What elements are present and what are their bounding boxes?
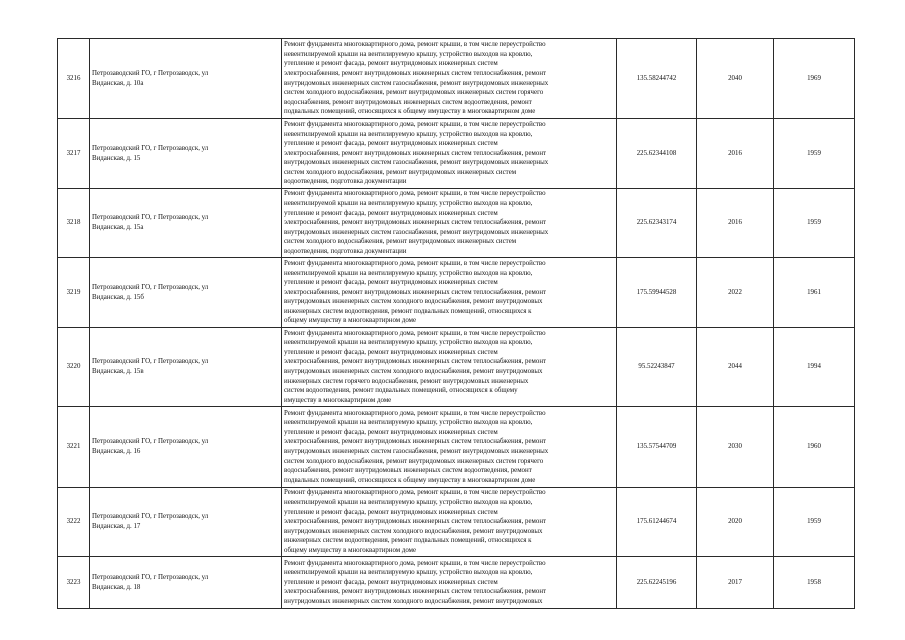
works-line: электроснабжения, ремонт внутридомовых инженерных систем теплоснабжения, ремонт bbox=[284, 588, 547, 596]
works-line: инженерных систем водоотведения, ремонт подвальных помещений, относящихся к bbox=[284, 307, 532, 315]
works-line: водоснабжения, ремонт внутридомовых инженерных систем водоотведения, ремонт bbox=[284, 98, 532, 106]
built-year-cell: 1959 bbox=[774, 488, 855, 557]
works-line: подвальных помещений, относящихся к общему имуществу в многоквартирном доме bbox=[284, 476, 536, 484]
works-line: утепление и ремонт фасада, ремонт внутридомовых инженерных систем bbox=[284, 140, 498, 148]
planned-year-cell: 2030 bbox=[697, 407, 774, 488]
cost-cell: 225.62343174 bbox=[617, 189, 697, 258]
works-cell bbox=[282, 39, 617, 119]
address-line: Петрозаводский ГО, г Петрозаводск, ул bbox=[92, 438, 209, 446]
table-row bbox=[58, 258, 855, 328]
works-line: электроснабжения, ремонт внутридомовых инженерных систем теплоснабжения, ремонт bbox=[284, 69, 547, 77]
works-line: Ремонт фундамента многоквартирного дома, ремонт крыши, в том числе переустройство bbox=[284, 559, 546, 567]
address-line: Виданская, д. 15б bbox=[92, 293, 144, 301]
cost-cell: 135.57544709 bbox=[617, 407, 697, 488]
works-cell bbox=[282, 189, 617, 258]
works-line: водоотведения, подготовка документации bbox=[284, 247, 407, 255]
works-cell bbox=[282, 407, 617, 488]
address-cell bbox=[90, 328, 282, 407]
cost-cell: 175.59944528 bbox=[617, 258, 697, 328]
address-cell bbox=[90, 119, 282, 189]
built-year-cell: 1959 bbox=[774, 119, 855, 189]
works-cell bbox=[282, 119, 617, 189]
works-line: водоотведения, подготовка документации bbox=[284, 178, 407, 186]
works-cell bbox=[282, 258, 617, 328]
works-line: утепление и ремонт фасада, ремонт внутридомовых инженерных систем bbox=[284, 60, 498, 68]
table-row bbox=[58, 557, 855, 609]
address-line: Петрозаводский ГО, г Петрозаводск, ул bbox=[92, 69, 209, 77]
works-line: инженерных систем водоотведения, ремонт подвальных помещений, относящихся к bbox=[284, 537, 532, 545]
address-cell bbox=[90, 488, 282, 557]
works-cell bbox=[282, 557, 617, 609]
works-line: внутридомовых инженерных систем газоснабжения, ремонт внутридомовых инженерных bbox=[284, 448, 549, 455]
address-line: Петрозаводский ГО, г Петрозаводск, ул bbox=[92, 513, 209, 521]
cost-cell: 135.58244742 bbox=[617, 39, 697, 119]
works-line: невентилируемой крыши на вентилируемую крышу, устройство выходов на кровлю, bbox=[284, 419, 533, 427]
works-line: утепление и ремонт фасада, ремонт внутридомовых инженерных систем bbox=[284, 508, 498, 516]
works-line: систем холодного водоснабжения, ремонт внутридомовых инженерных систем bbox=[284, 238, 517, 246]
built-year-cell: 1958 bbox=[774, 557, 855, 609]
works-line: инженерных систем горячего водоснабжения, ремонт внутридомовых инженерных bbox=[284, 377, 529, 385]
built-year-cell: 1969 bbox=[774, 39, 855, 119]
address-line: Виданская, д. 17 bbox=[92, 523, 141, 530]
works-line: подвальных помещений, относящихся к общему имуществу в многоквартирном доме bbox=[284, 108, 536, 116]
works-line: Ремонт фундамента многоквартирного дома, ремонт крыши, в том числе переустройство bbox=[284, 409, 546, 417]
works-line: Ремонт фундамента многоквартирного дома, ремонт крыши, в том числе переустройство bbox=[284, 41, 546, 49]
table-row bbox=[58, 488, 855, 557]
works-line: электроснабжения, ремонт внутридомовых инженерных систем теплоснабжения, ремонт bbox=[284, 149, 547, 157]
table-row bbox=[58, 407, 855, 488]
works-line: систем холодного водоснабжения, ремонт внутридомовых инженерных систем bbox=[284, 168, 517, 176]
address-cell bbox=[90, 189, 282, 258]
address-cell bbox=[90, 258, 282, 328]
row-number: 3221 bbox=[58, 407, 90, 488]
works-line: водоснабжения, ремонт внутридомовых инженерных систем водоотведения, ремонт bbox=[284, 467, 532, 475]
address-line: Виданская, д. 16 bbox=[92, 448, 141, 455]
works-line: электроснабжения, ремонт внутридомовых инженерных систем теплоснабжения, ремонт bbox=[284, 438, 547, 446]
works-line: внутридомовых инженерных систем холодного водоснабжения, ремонт внутридомовых bbox=[284, 298, 543, 306]
register-table bbox=[57, 38, 855, 609]
address-line: Виданская, д. 10а bbox=[92, 79, 144, 87]
works-line: внутридомовых инженерных систем холодного водоснабжения, ремонт внутридомовых bbox=[284, 597, 543, 605]
works-line: систем водоотведения, ремонт подвальных помещений, относящихся к общему bbox=[284, 387, 518, 395]
works-line: Ремонт фундамента многоквартирного дома, ремонт крыши, в том числе переустройство bbox=[284, 259, 546, 267]
works-line: Ремонт фундамента многоквартирного дома, ремонт крыши, в том числе переустройство bbox=[284, 329, 546, 337]
works-line: общему имуществу в многоквартирном доме bbox=[284, 546, 417, 554]
planned-year-cell: 2040 bbox=[697, 39, 774, 119]
works-line: электроснабжения, ремонт внутридомовых инженерных систем теплоснабжения, ремонт bbox=[284, 288, 547, 296]
works-line: утепление и ремонт фасада, ремонт внутридомовых инженерных систем bbox=[284, 348, 498, 356]
table-row bbox=[58, 39, 855, 119]
works-line: утепление и ремонт фасада, ремонт внутридомовых инженерных систем bbox=[284, 428, 498, 436]
planned-year-cell: 2022 bbox=[697, 258, 774, 328]
works-cell bbox=[282, 488, 617, 557]
table-row bbox=[58, 189, 855, 258]
works-line: невентилируемой крыши на вентилируемую крышу, устройство выходов на кровлю, bbox=[284, 339, 533, 347]
works-line: невентилируемой крыши на вентилируемую крышу, устройство выходов на кровлю, bbox=[284, 269, 533, 277]
built-year-cell: 1959 bbox=[774, 189, 855, 258]
works-line: невентилируемой крыши на вентилируемую крышу, устройство выходов на кровлю, bbox=[284, 200, 533, 208]
works-line: Ремонт фундамента многоквартирного дома, ремонт крыши, в том числе переустройство bbox=[284, 190, 546, 198]
planned-year-cell: 2017 bbox=[697, 557, 774, 609]
built-year-cell: 1960 bbox=[774, 407, 855, 488]
works-line: электроснабжения, ремонт внутридомовых инженерных систем теплоснабжения, ремонт bbox=[284, 219, 547, 227]
works-line: систем холодного водоснабжения, ремонт внутридомовых инженерных систем горячего bbox=[284, 457, 544, 465]
works-line: имуществу в многоквартирном доме bbox=[284, 396, 392, 404]
built-year-cell: 1994 bbox=[774, 328, 855, 407]
row-number: 3217 bbox=[58, 119, 90, 189]
address-line: Петрозаводский ГО, г Петрозаводск, ул bbox=[92, 358, 209, 366]
works-line: невентилируемой крыши на вентилируемую крышу, устройство выходов на кровлю, bbox=[284, 130, 533, 138]
planned-year-cell: 2020 bbox=[697, 488, 774, 557]
address-line: Петрозаводский ГО, г Петрозаводск, ул bbox=[92, 144, 209, 152]
address-line: Петрозаводский ГО, г Петрозаводск, ул bbox=[92, 573, 209, 581]
built-year-cell: 1961 bbox=[774, 258, 855, 328]
works-line: невентилируемой крыши на вентилируемую крышу, устройство выходов на кровлю, bbox=[284, 50, 533, 58]
cost-cell: 225.62245196 bbox=[617, 557, 697, 609]
works-line: Ремонт фундамента многоквартирного дома, ремонт крыши, в том числе переустройство bbox=[284, 489, 546, 497]
works-line: внутридомовых инженерных систем газоснабжения, ремонт внутридомовых инженерных bbox=[284, 159, 549, 167]
address-line: Виданская, д. 15 bbox=[92, 154, 141, 162]
cost-cell: 95.52243847 bbox=[617, 328, 697, 407]
address-cell bbox=[90, 557, 282, 609]
works-line: Ремонт фундамента многоквартирного дома, ремонт крыши, в том числе переустройство bbox=[284, 120, 546, 128]
works-line: утепление и ремонт фасада, ремонт внутридомовых инженерных систем bbox=[284, 578, 498, 586]
table-row bbox=[58, 328, 855, 407]
address-cell bbox=[90, 39, 282, 119]
address-line: Виданская, д. 15а bbox=[92, 224, 144, 231]
address-line: Петрозаводский ГО, г Петрозаводск, ул bbox=[92, 214, 209, 222]
works-line: систем холодного водоснабжения, ремонт внутридомовых инженерных систем горячего bbox=[284, 89, 544, 97]
planned-year-cell: 2044 bbox=[697, 328, 774, 407]
row-number: 3216 bbox=[58, 39, 90, 119]
address-line: Виданская, д. 15в bbox=[92, 368, 144, 375]
works-line: внутридомовых инженерных систем газоснабжения, ремонт внутридомовых инженерных bbox=[284, 79, 549, 87]
table-row bbox=[58, 119, 855, 189]
works-line: внутридомовых инженерных систем газоснабжения, ремонт внутридомовых инженерных bbox=[284, 228, 549, 236]
row-number: 3222 bbox=[58, 488, 90, 557]
cost-cell: 175.61244674 bbox=[617, 488, 697, 557]
works-line: утепление и ремонт фасада, ремонт внутридомовых инженерных систем bbox=[284, 209, 498, 217]
works-line: невентилируемой крыши на вентилируемую крышу, устройство выходов на кровлю, bbox=[284, 569, 533, 577]
address-cell bbox=[90, 407, 282, 488]
works-line: внутридомовых инженерных систем холодного водоснабжения, ремонт внутридомовых bbox=[284, 368, 543, 375]
row-number: 3220 bbox=[58, 328, 90, 407]
address-line: Петрозаводский ГО, г Петрозаводск, ул bbox=[92, 283, 209, 291]
planned-year-cell: 2016 bbox=[697, 189, 774, 258]
works-line: электроснабжения, ремонт внутридомовых инженерных систем теплоснабжения, ремонт bbox=[284, 358, 547, 366]
works-line: утепление и ремонт фасада, ремонт внутридомовых инженерных систем bbox=[284, 279, 498, 287]
works-line: невентилируемой крыши на вентилируемую крышу, устройство выходов на кровлю, bbox=[284, 499, 533, 507]
works-cell bbox=[282, 328, 617, 407]
register-table-body bbox=[58, 39, 855, 609]
address-line: Виданская, д. 18 bbox=[92, 583, 141, 591]
row-number: 3223 bbox=[58, 557, 90, 609]
row-number: 3219 bbox=[58, 258, 90, 328]
planned-year-cell: 2016 bbox=[697, 119, 774, 189]
works-line: общему имуществу в многоквартирном доме bbox=[284, 317, 417, 325]
works-line: электроснабжения, ремонт внутридомовых инженерных систем теплоснабжения, ремонт bbox=[284, 518, 547, 526]
works-line: внутридомовых инженерных систем холодного водоснабжения, ремонт внутридомовых bbox=[284, 527, 543, 535]
row-number: 3218 bbox=[58, 189, 90, 258]
cost-cell: 225.62344108 bbox=[617, 119, 697, 189]
